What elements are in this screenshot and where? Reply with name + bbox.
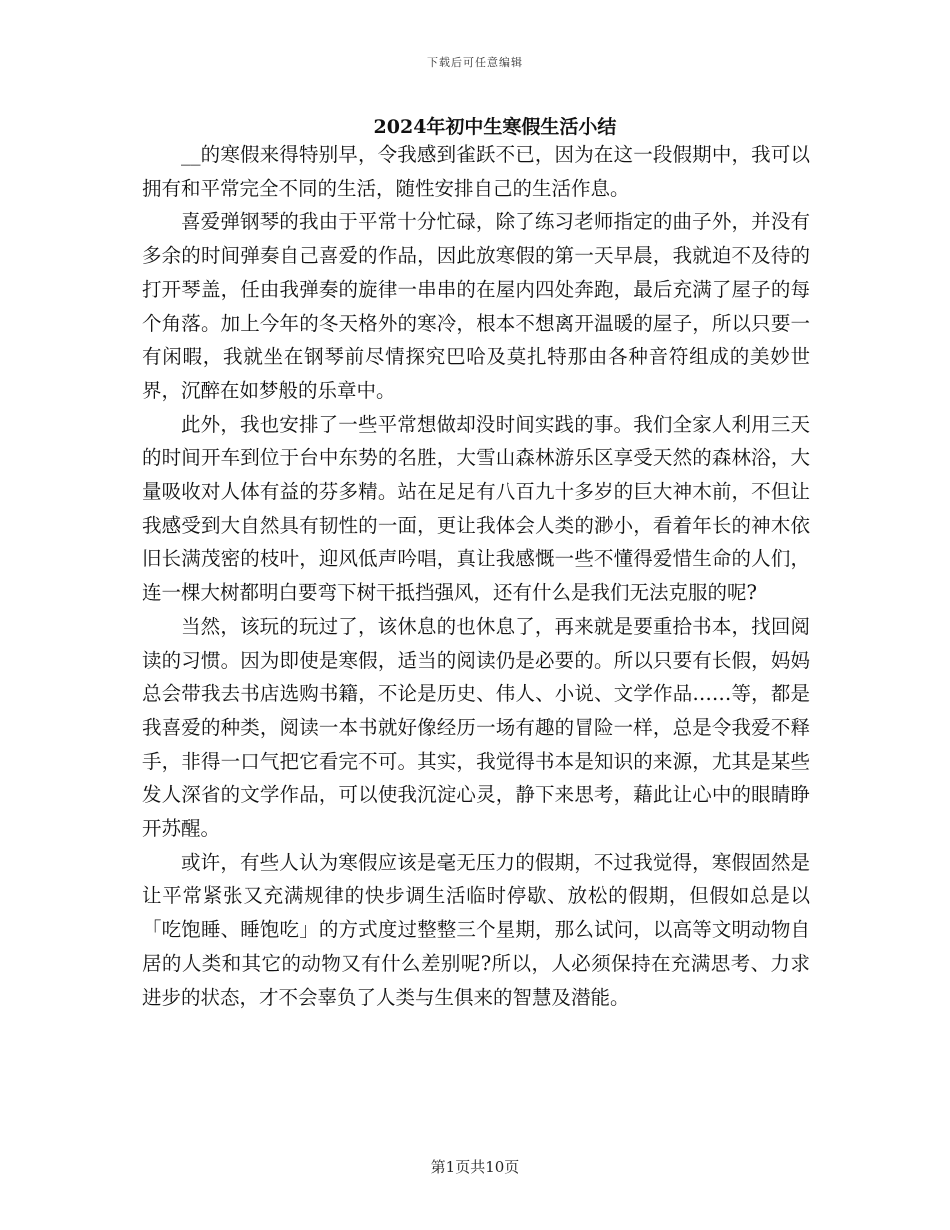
paragraph: 或许，有些人认为寒假应该是毫无压力的假期，不过我觉得，寒假固然是让平常紧张又充满规律的快步调生活临时停歇、放松的假期，但假如总是以「吃饱睡、睡饱吃」的方式度过整整三个星期，那么试问，以高等文明动物自居的人类和其它的动物又有什么差别呢?所以，人必须保持在充满思考、力求进步的状态，才不会辜负了人类与生俱来的智慧及潜能。 — [142, 850, 810, 1009]
document-title: 2024年初中生寒假生活小结 — [373, 116, 617, 138]
page-number: 第1页共10页 — [430, 1158, 520, 1176]
paragraph: 喜爱弹钢琴的我由于平常十分忙碌，除了练习老师指定的曲子外，并没有多余的时间弹奏自己喜爱的作品，因此放寒假的第一天早晨，我就迫不及待的打开琴盖，任由我弹奏的旋律一串串的在屋内四处奔跑，最后充满了屋子的每个角落。加上今年的冬天格外的寒冷，根本不想离开温暖的屋子，所以只要一有闲暇，我就坐在钢琴前尽情探究巴哈及莫扎特那由各种音符组成的美妙世界，沉醉在如梦般的乐章中。 — [142, 210, 810, 402]
paragraph: 当然，该玩的玩过了，该休息的也休息了，再来就是要重拾书本，找回阅读的习惯。因为即使是寒假，适当的阅读仍是必要的。所以只要有长假，妈妈总会带我去书店选购书籍，不论是历史、伟人、小说、文学作品……等，都是我喜爱的种类，阅读一本书就好像经历一场有趣的冒险一样，总是令我爱不释手，非得一口气把它看完不可。其实，我觉得书本是知识的来源，尤其是某些发人深省的文学作品，可以使我沉淀心灵，静下来思考，藉此让心中的眼睛睁开苏醒。 — [142, 614, 810, 841]
paragraph: 此外，我也安排了一些平常想做却没时间实践的事。我们全家人利用三天的时间开车到位于台中东势的名胜，大雪山森林游乐区享受天然的森林浴，大量吸收对人体有益的芬多精。站在足足有八百九十多岁的巨大神木前，不但让我感受到大自然具有韧性的一面，更让我体会人类的渺小，看着年长的神木依旧长满茂密的枝叶，迎风低声吟唱，真让我感慨一些不懂得爱惜生命的人们，连一棵大树都明白要弯下树干抵挡强风，还有什么是我们无法克服的呢? — [142, 412, 810, 605]
header-note: 下载后可任意编辑 — [427, 56, 523, 69]
document-body — [142, 138, 810, 1014]
paragraph: __的寒假来得特别早，令我感到雀跃不已，因为在这一段假期中，我可以拥有和平常完全不同的生活，随性安排自己的生活作息。 — [142, 143, 810, 200]
